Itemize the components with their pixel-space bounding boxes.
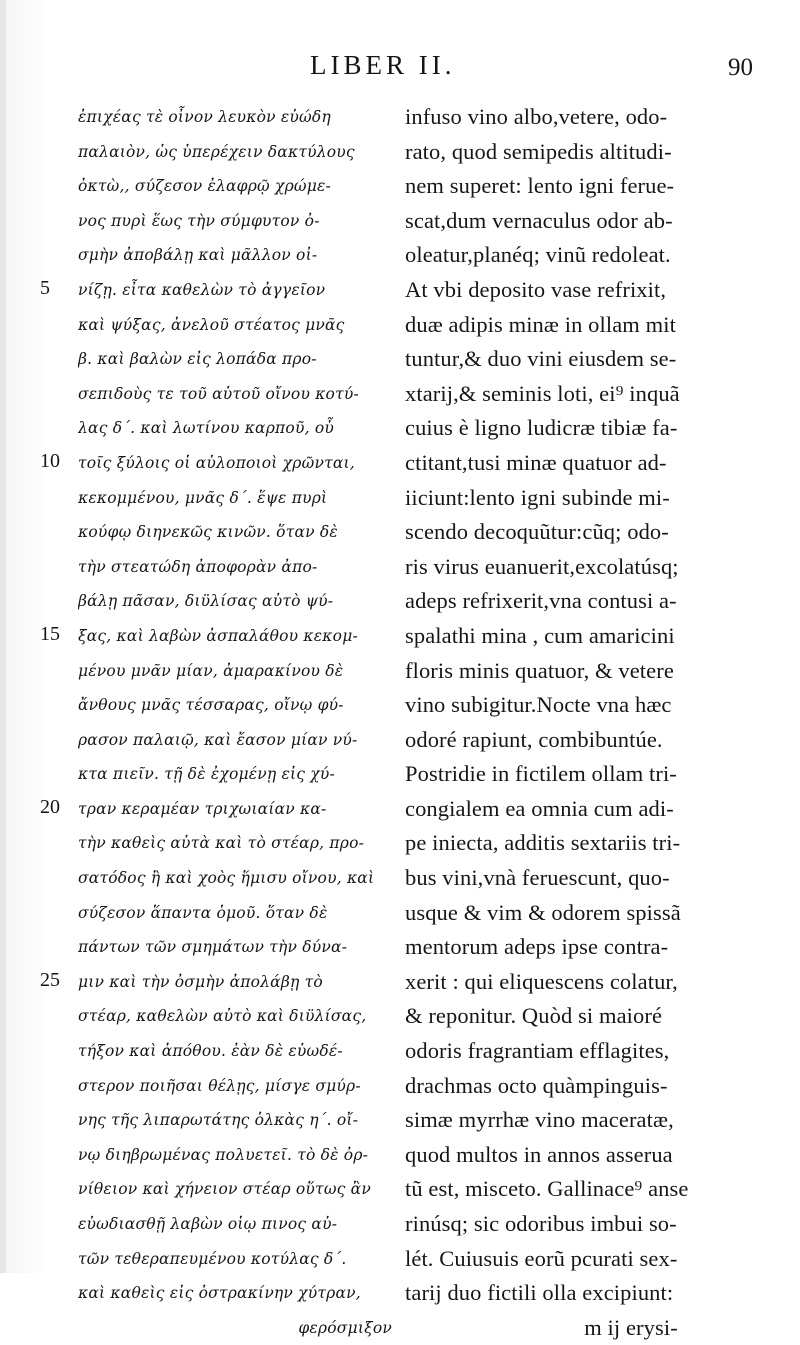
- greek-text-line: τὴν καθεὶς αὐτὰ καὶ τὸ στέαρ, προ-: [78, 834, 365, 853]
- latin-text-line: rinúsq; sic odoribus imbui so-: [405, 1211, 677, 1236]
- greek-text-line: τήξον καὶ ἀπόθου. ἐὰν δὲ εὐωδέ-: [78, 1042, 343, 1061]
- latin-text-line: cuius è ligno ludicræ tibiæ fa-: [405, 415, 678, 441]
- latin-text-line: simæ myrrhæ vino maceratæ,: [405, 1107, 674, 1133]
- latin-text-line: tuntur,& duo vini eiusdem se-: [405, 346, 677, 372]
- latin-text-line: tarij duo fictili olla excipiunt:: [405, 1280, 674, 1306]
- greek-text-line: ξας, καὶ λαβὼν ἀσπαλάθου κεκομ-: [78, 626, 358, 645]
- greek-text-line: ρασον παλαιῷ, καὶ ἔασον μίαν νύ-: [78, 730, 358, 749]
- greek-text-line: σύζεσον ἅπαντα ὁμοῦ. ὅταν δὲ: [78, 903, 328, 922]
- greek-text-line: καὶ καθεὶς εἰς ὀστρακίνην χύτραν,: [78, 1284, 361, 1303]
- latin-text-line: drachmas octo quàmpinguis-: [405, 1072, 668, 1098]
- running-head-title: LIBER II.: [310, 50, 456, 80]
- latin-text-line: lét. Cuiusuis eorũ pcurati sex-: [405, 1245, 678, 1271]
- greek-text-line: νος πυρὶ ἕως τὴν σύμφυτον ὀ-: [78, 211, 320, 230]
- greek-text-line: εὐωδιασθῇ λαβὼν οἱῳ πινος αὐ-: [78, 1215, 338, 1233]
- greek-text-line: μιν καὶ τὴν ὀσμὴν ἀπολάβῃ τὸ: [78, 972, 323, 991]
- greek-text-line: ἐπιχέας τὲ οἶνον λευκὸν εὐώδη: [78, 108, 331, 126]
- latin-text-line: oleatur,planéq; vinũ redoleat.: [405, 242, 671, 268]
- latin-text-line: ris virus euanuerit,excolatúsq;: [405, 553, 679, 579]
- greek-text-line: νης τῆς λιπαρωτάτης ὁλκὰς η΄. οἴ-: [78, 1111, 359, 1130]
- latin-text-line: infuso vino albo,vetere, odo-: [405, 104, 668, 129]
- greek-text-line: κτα πιεῖν. τῇ δὲ ἐχομένῃ εἰς χύ-: [78, 765, 335, 784]
- greek-text-line: στερον ποιῆσαι θέλῃς, μίσγε σμύρ-: [78, 1076, 361, 1095]
- latin-text-line: rato, quod semipedis altitudi-: [405, 138, 672, 164]
- greek-text-line: λας δ΄. καὶ λωτίνου καρποῦ, οὗ: [78, 419, 334, 438]
- latin-text-line: duæ adipis minæ in ollam mit: [405, 311, 676, 337]
- latin-text-line: bus vini,vnà feruescunt, quo-: [405, 865, 670, 891]
- latin-text-line: vino subigitur.Nocte vna hæc: [405, 692, 672, 718]
- latin-text-line: nem superet: lento igni ferue-: [405, 173, 675, 199]
- greek-text-line: β. καὶ βαλὼν εἰς λοπάδα προ-: [78, 350, 317, 369]
- latin-text-line: floris minis quatuor, & vetere: [405, 657, 674, 683]
- greek-text-line: βάλῃ πᾶσαν, διϋλίσας αὐτὸ ψύ-: [78, 592, 334, 611]
- latin-text-line: mentorum adeps ipse contra-: [405, 934, 669, 960]
- greek-text-line: στέαρ, καθελὼν αὐτὸ καὶ διϋλίσας,: [78, 1007, 367, 1026]
- margin-line-number: 10: [40, 450, 60, 472]
- margin-line-number: 15: [40, 623, 60, 645]
- latin-text-line: odoré rapiunt, combibuntúe.: [405, 726, 663, 752]
- latin-text-line: m ij erysi-: [584, 1314, 678, 1340]
- margin-line-number: 25: [40, 969, 60, 991]
- greek-text-line: σατόδος ἢ καὶ χοὸς ἥμισυ οἴνου, καὶ: [78, 869, 375, 888]
- greek-text-line: τὴν στεατώδη ἀποφορὰν ἀπο-: [78, 557, 318, 576]
- latin-text-line: scat,dum vernaculus odor ab-: [405, 207, 673, 233]
- greek-text-line: καὶ ψύξας, ἀνελοῦ στέατος μνᾶς: [78, 315, 345, 334]
- latin-text-line: odoris fragrantiam efflagites,: [405, 1038, 670, 1064]
- latin-text-line: & reponitur. Quòd si maioré: [405, 1003, 663, 1029]
- latin-text-line: pe iniecta, additis sextariis tri-: [405, 830, 681, 856]
- greek-text-line: σεπιδοὺς τε τοῦ αὐτοῦ οἴνου κοτύ-: [78, 384, 359, 403]
- greek-text-line: νῳ διηβρωμένας πολυετεῖ. τὸ δὲ ὀρ-: [78, 1145, 369, 1164]
- latin-text-line: At vbi deposito vase refrixit,: [405, 276, 667, 302]
- greek-text-line: τοῖς ξύλοις οἱ αὐλοποιοὶ χρῶνται,: [78, 453, 355, 472]
- latin-text-line: xerit : qui eliquescens colatur,: [405, 968, 678, 994]
- greek-text-line: παλαιὸν, ὡς ὑπερέχειν δακτύλους: [78, 142, 355, 161]
- latin-text-line: tũ est, misceto. Gallinace⁹ anse: [405, 1176, 689, 1202]
- greek-text-line: κεκομμένου, μνᾶς δ΄. ἕψε πυρὶ: [78, 488, 328, 507]
- latin-text-line: spalathi mina , cum amaricini: [405, 622, 675, 648]
- greek-text-line: τῶν τεθεραπευμένου κοτύλας δ΄.: [78, 1249, 347, 1268]
- latin-text-line: xtarij,& seminis loti, ei⁹ inquã: [405, 380, 680, 406]
- greek-text-column: [78, 100, 396, 1345]
- latin-text-line: iiciunt:lento igni subinde mi-: [405, 484, 670, 510]
- greek-text-line: νίζῃ. εἶτα καθελὼν τὸ ἀγγεῖον: [78, 280, 326, 299]
- latin-text-line: scendo decoquũtur:cũq; odo-: [405, 519, 669, 545]
- greek-text-line: φερόσμιξον: [298, 1318, 392, 1337]
- greek-text-line: πάντων τῶν σμημάτων τὴν δύνα-: [78, 938, 348, 957]
- greek-text-line: ἄνθους μνᾶς τέσσαρας, οἴνῳ φύ-: [78, 696, 344, 715]
- margin-line-number: 5: [40, 277, 50, 299]
- page-number: 90: [728, 54, 753, 81]
- greek-text-line: τραν κεραμέαν τριχωιαίαν κα-: [78, 799, 327, 818]
- latin-text-line: ctitant,tusi minæ quatuor ad-: [405, 449, 667, 475]
- greek-text-line: μένου μνᾶν μίαν, ἀμαρακίνου δὲ: [78, 661, 344, 680]
- latin-text-line: usque & vim & odorem spissã: [405, 899, 681, 925]
- latin-text-column: [405, 100, 757, 1345]
- page-edge-shadow: [0, 0, 6, 1273]
- latin-text-line: congialem ea omnia cum adi-: [405, 795, 674, 821]
- greek-text-line: νίθειον καὶ χήνειον στέαρ οὕτως ἂν: [78, 1180, 371, 1199]
- greek-text-line: ὀκτὼ,, σύζεσον ἐλαφρῷ χρώμε-: [78, 177, 331, 196]
- margin-line-number: 20: [40, 796, 60, 818]
- greek-text-line: κούφῳ διηνεκῶς κινῶν. ὅταν δὲ: [78, 523, 338, 542]
- greek-text-line: σμὴν ἀποβάλῃ καὶ μᾶλλον οἰ-: [78, 246, 318, 265]
- latin-text-line: Postridie in fictilem ollam tri-: [405, 761, 677, 787]
- latin-text-line: quod multos in annos asserua: [405, 1141, 673, 1167]
- latin-text-line: adeps refrixerit,vna contusi a-: [405, 588, 677, 614]
